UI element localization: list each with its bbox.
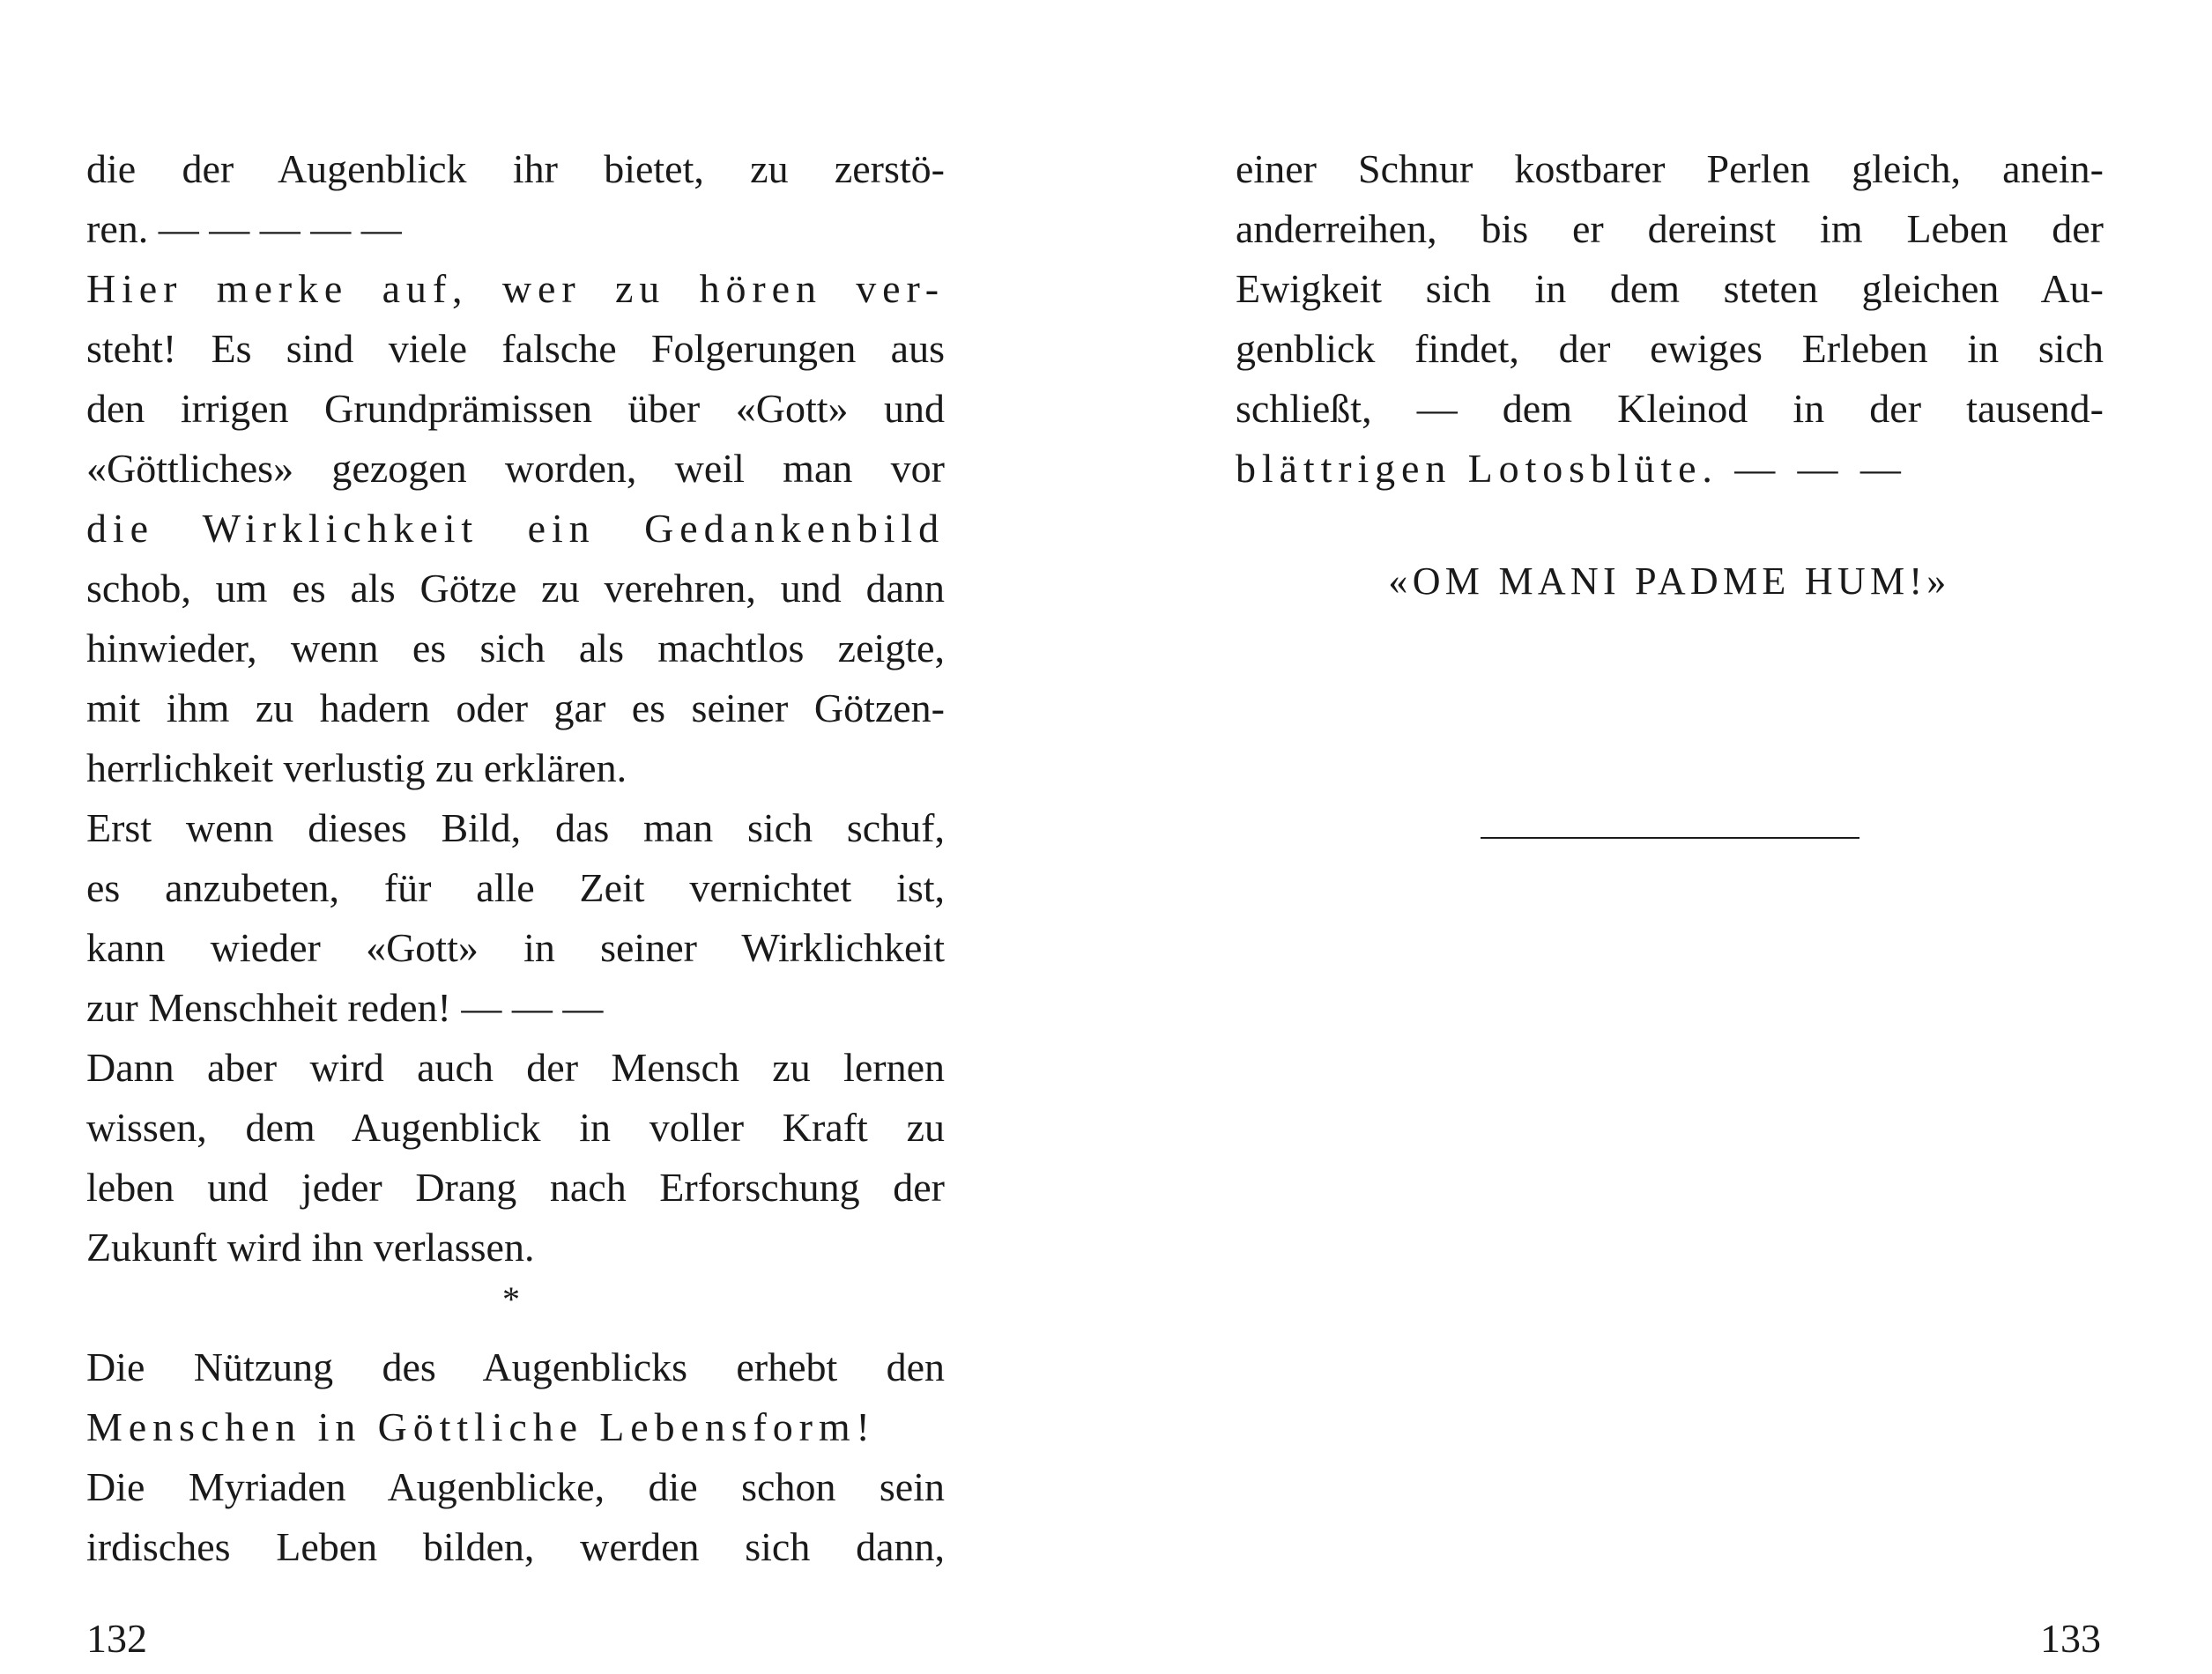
- left-line-17: wissen, dem Augenblick in voller Kraft zu: [86, 1105, 945, 1150]
- left-line-6: «Göttliches» gezogen worden, weil man vor: [86, 446, 945, 491]
- left-line-8: schob, um es als Götze zu verehren, und dann: [86, 566, 945, 611]
- right-line-4: genblick findet, der ewiges Erleben in sich: [1236, 326, 2104, 371]
- left-line-13: es anzubeten, für alle Zeit vernichtet ist,: [86, 865, 945, 910]
- left-line-23: irdisches Leben bilden, werden sich dann,: [86, 1524, 945, 1569]
- left-line-21: Menschen in Göttliche Lebensform!: [86, 1404, 876, 1449]
- left-line-11: herrlichkeit verlustig zu erklären.: [86, 745, 627, 790]
- left-line-2: ren. — — — — —: [86, 206, 402, 251]
- left-line-19: Zukunft wird ihn verlassen.: [86, 1225, 535, 1270]
- left-line-18: leben und jeder Drang nach Erforschung der: [86, 1165, 945, 1210]
- left-line-20: Die Nützung des Augenblicks erhebt den: [86, 1344, 945, 1389]
- left-line-1: die der Augenblick ihr bietet, zu zerstö-: [86, 146, 945, 191]
- left-line-4: steht! Es sind viele falsche Folgerungen aus: [86, 326, 945, 371]
- right-line-5: schließt, — dem Kleinod in der tausend-: [1236, 386, 2104, 431]
- left-line-22: Die Myriaden Augenblicke, die schon sein: [86, 1464, 945, 1509]
- right-line-6: blättrigen Lotosblüte. — — —: [1236, 446, 1907, 491]
- left-line-9: hinwieder, wenn es sich als machtlos zeigte,: [86, 626, 945, 670]
- left-line-7: die Wirklichkeit ein Gedankenbild: [86, 506, 945, 551]
- right-line-2: anderreihen, bis er dereinst im Leben der: [1236, 206, 2104, 251]
- right-line-3: Ewigkeit sich in dem steten gleichen Au-: [1236, 266, 2104, 311]
- left-line-5: den irrigen Grundprämissen über «Gott» und: [86, 386, 945, 431]
- page-number-left: 132: [86, 1616, 147, 1661]
- section-separator: *: [502, 1279, 520, 1319]
- right-line-1: einer Schnur kostbarer Perlen gleich, anein-: [1236, 146, 2104, 191]
- left-line-16: Dann aber wird auch der Mensch zu lernen: [86, 1045, 945, 1090]
- end-rule: [1481, 837, 1859, 839]
- motto: «OM MANI PADME HUM!»: [1388, 559, 1951, 603]
- left-line-12: Erst wenn dieses Bild, das man sich schuf,: [86, 805, 945, 850]
- left-line-3: Hier merke auf, wer zu hören ver-: [86, 266, 945, 311]
- left-line-10: mit ihm zu hadern oder gar es seiner Götzen-: [86, 685, 945, 730]
- left-line-15: zur Menschheit reden! — — —: [86, 985, 604, 1030]
- left-line-14: kann wieder «Gott» in seiner Wirklichkeit: [86, 925, 945, 970]
- page-number-right: 133: [2040, 1616, 2101, 1661]
